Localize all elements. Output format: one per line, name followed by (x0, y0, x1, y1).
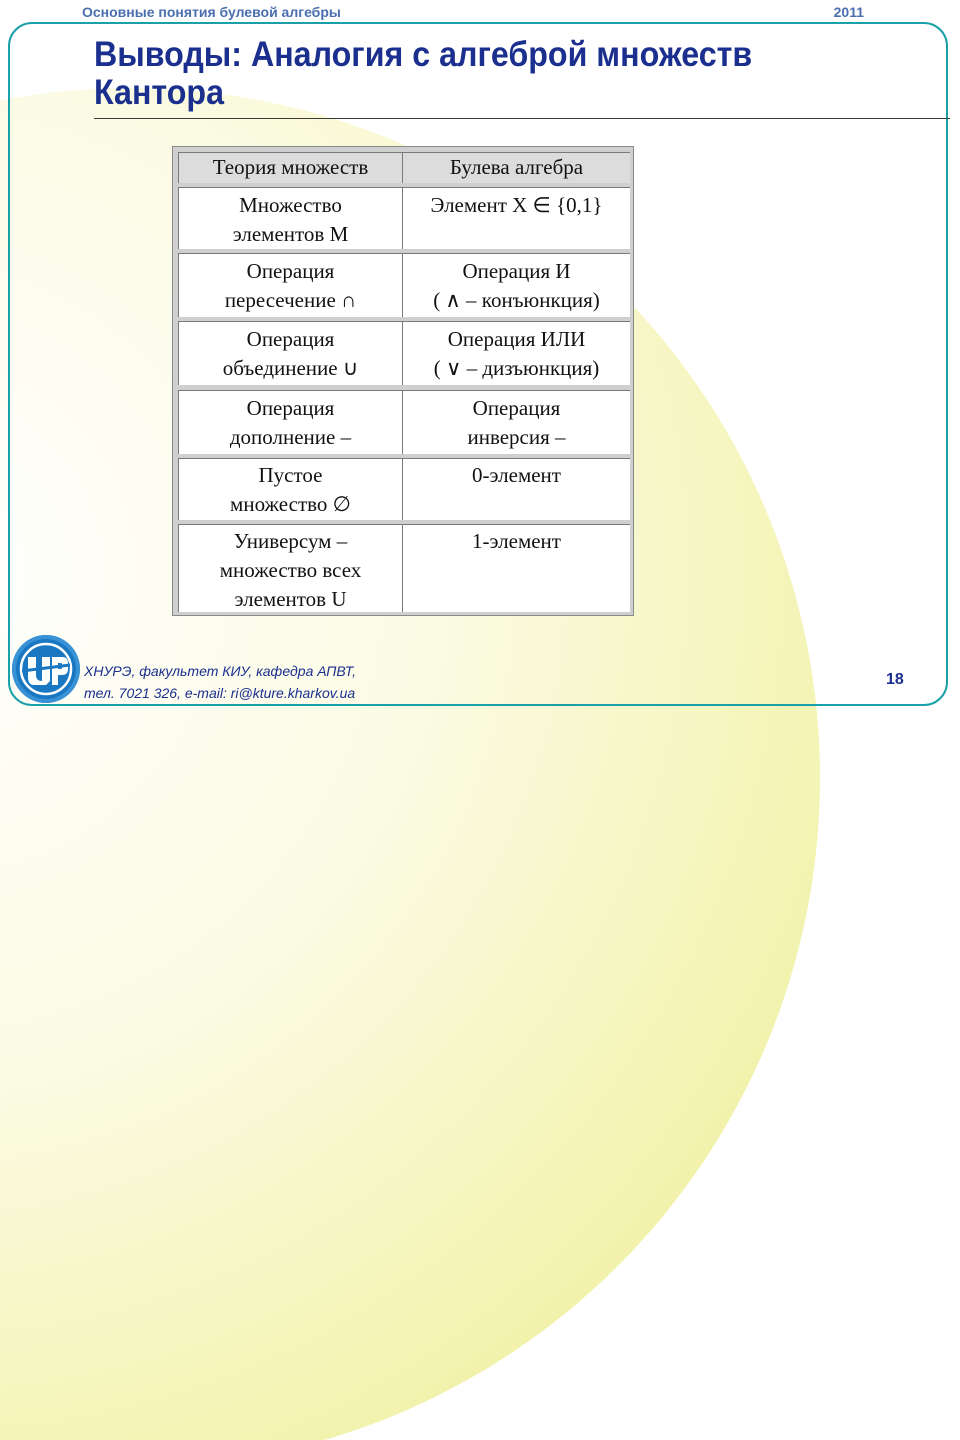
table-cell (178, 390, 402, 454)
footer-line-1: ХНУРЭ, факультет КИУ, кафедра АПВТ, (84, 663, 357, 679)
table-header-text: Булева алгебра (449, 155, 584, 179)
table-header-text: Теория множеств (212, 155, 369, 179)
comparison-table (172, 146, 634, 616)
table-cell-text: множество всех (219, 558, 362, 582)
table-cell-text: элементов M (232, 222, 349, 246)
table-cell-text: Операция (246, 327, 335, 351)
table-cell (178, 187, 402, 249)
slide-title (94, 36, 830, 112)
table-cell-text: элементов U (234, 587, 347, 611)
slide-title-line2: Кантора (94, 73, 225, 112)
table-cell (402, 524, 630, 612)
table-cell-text: 0-элемент (472, 463, 561, 487)
table-cell (178, 458, 402, 520)
page-number: 18 (886, 671, 904, 688)
table-cell (402, 458, 630, 520)
table-cell-text: инверсия – (467, 425, 566, 449)
table-header-cell (402, 152, 630, 183)
table-cell-text: ( ∧ – конъюнкция) (433, 288, 600, 312)
table-cell-text: объединение ∪ (222, 356, 359, 380)
table-cell (178, 253, 402, 317)
slide-title-line1: Выводы: Аналогия с алгеброй множеств (94, 35, 753, 74)
table-cell (178, 321, 402, 385)
table-cell-text: Операция (246, 396, 335, 420)
table-cell (402, 253, 630, 317)
table-cell-text: Операция И (462, 259, 571, 283)
table-cell-text: Множество (239, 193, 342, 217)
table-cell-text: множество ∅ (230, 492, 351, 516)
header-year: 2011 (833, 4, 864, 20)
table-cell-text: Пустое (258, 463, 323, 487)
header-topic: Основные понятия булевой алгебры (82, 4, 341, 20)
table-cell-text: Универсум – (233, 529, 348, 553)
table-cell-text: дополнение – (229, 425, 352, 449)
table-cell-text: ( ∨ – дизъюнкция) (433, 356, 600, 380)
footer-line-2: тел. 7021 326, e-mail: ri@kture.kharkov.ua (84, 685, 356, 701)
table-cell-text: пересечение ∩ (224, 288, 357, 312)
table-cell (402, 187, 630, 249)
table-cell (402, 321, 630, 385)
table-cell-text: Операция (246, 259, 335, 283)
university-logo-icon (12, 635, 80, 703)
title-divider (94, 118, 950, 119)
table-header-cell (178, 152, 402, 183)
table-cell (178, 524, 402, 612)
table-cell (402, 390, 630, 454)
slide-header (82, 4, 864, 24)
table-cell-text: Элемент X ∈ {0,1} (430, 193, 603, 217)
table-cell-text: 1-элемент (472, 529, 561, 553)
table-cell-text: Операция ИЛИ (447, 327, 586, 351)
table-cell-text: Операция (472, 396, 561, 420)
footer-info (84, 660, 356, 704)
